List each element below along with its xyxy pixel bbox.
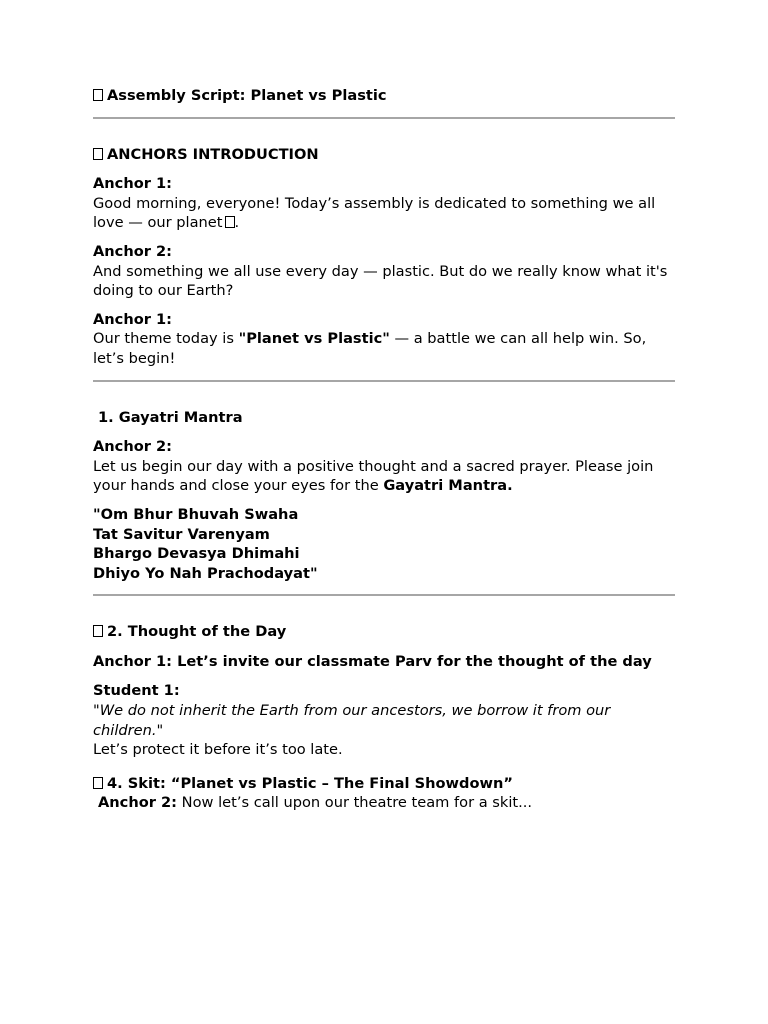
mantra-line: "Om Bhur Bhuvah Swaha: [93, 505, 299, 523]
intro-anchor-1: [93, 174, 675, 233]
gayatri-anchor: [93, 437, 675, 496]
thought-anchor-line: Anchor 1: Let’s invite our classmate Parv for the thought of the day: [93, 652, 652, 670]
divider: [93, 380, 675, 382]
thought-student: [93, 681, 675, 759]
intro-anchor-2: [93, 242, 675, 301]
mantra-line: Tat Savitur Varenyam: [93, 525, 270, 543]
speaker-text: Let us begin our day with a positive thought and a sacred prayer. Please join your hands and close your eyes for the Gayatri Mantra.: [93, 457, 654, 495]
section-heading-gayatri: 1. Gayatri Mantra: [98, 408, 243, 426]
skit-anchor: Anchor 2: Now let’s call upon our theatre team for a skit...: [98, 794, 533, 812]
divider: [93, 594, 675, 596]
theme-name: "Planet vs Plastic": [238, 330, 390, 348]
divider: [93, 117, 675, 119]
speaker-label: Anchor 2:: [93, 242, 173, 260]
planet-emoji-icon: [225, 216, 235, 228]
missing-glyph-icon: [93, 148, 103, 160]
speaker-label: Anchor 1:: [93, 175, 173, 193]
missing-glyph-icon: [93, 89, 103, 101]
intro-anchor-3: [93, 310, 675, 369]
speaker-label: Student 1:: [93, 682, 180, 700]
closing-line: Let’s protect it before it’s too late.: [93, 741, 343, 759]
speaker-text: Good morning, everyone! Today’s assembly is dedicated to something we all love — our planet .: [93, 194, 656, 232]
mantra-line: Dhiyo Yo Nah Prachodayat": [93, 564, 318, 582]
speaker-label: Anchor 2:: [93, 438, 173, 456]
section-heading-thought: 2. Thought of the Day: [93, 622, 675, 642]
section-heading-skit: 4. Skit: “Planet vs Plastic – The Final Showdown”: [93, 774, 675, 794]
speaker-label: Anchor 1:: [93, 310, 173, 328]
section-heading-intro: ANCHORS INTRODUCTION: [93, 145, 675, 165]
missing-glyph-icon: [93, 777, 103, 789]
missing-glyph-icon: [93, 625, 103, 637]
quote-text: "We do not inherit the Earth from our ancestors, we borrow it from our children.": [93, 702, 611, 739]
speaker-text: Our theme today is "Planet vs Plastic" — a battle we can all help win. So, let’s begin!: [93, 330, 647, 367]
mantra-line: Bhargo Devasya Dhimahi: [93, 545, 300, 563]
speaker-text: And something we all use every day — plastic. But do we really know what it's doing to our Earth?: [93, 262, 668, 300]
mantra-verse: [93, 505, 675, 583]
document-title: Assembly Script: Planet vs Plastic: [93, 86, 675, 106]
document-page: [93, 86, 675, 813]
